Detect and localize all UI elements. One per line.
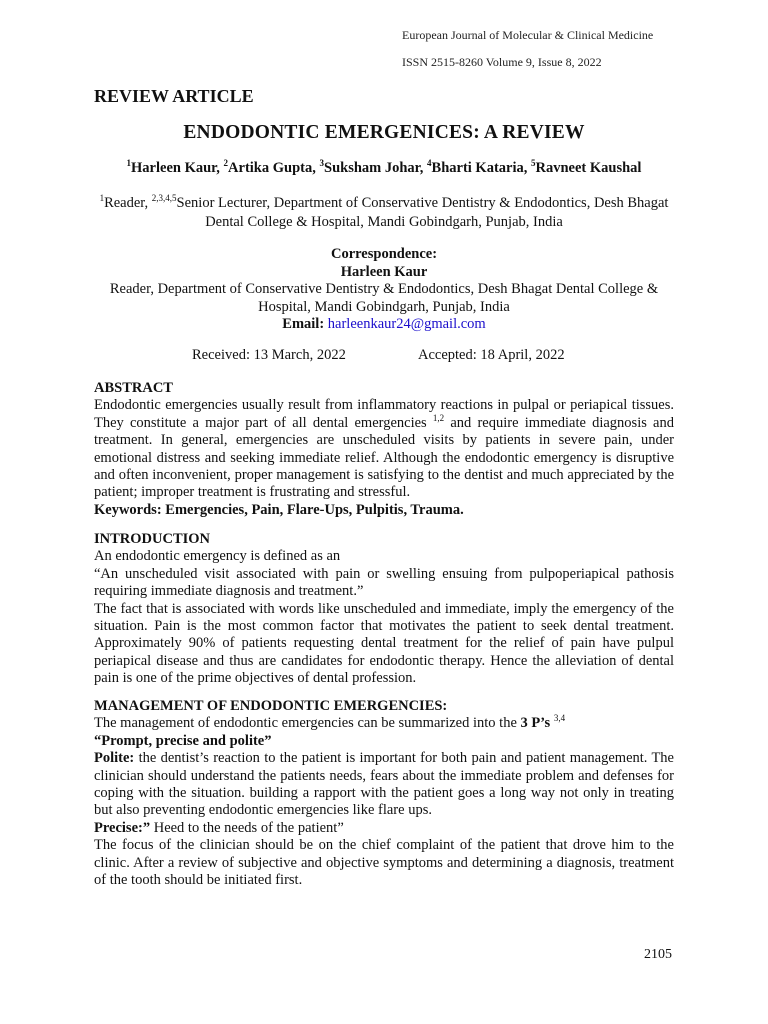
journal-name: European Journal of Molecular & Clinical Medicine: [402, 28, 654, 42]
definition-quote: “An unscheduled visit associated with pain or swelling ensuing from pulpoperiapical pathosis requiring immediate diagnosis and treatment.”: [94, 565, 674, 600]
author-name: Bharti Kataria,: [431, 160, 532, 176]
correspondence-heading: Correspondence:: [330, 246, 438, 262]
polite-label: Polite:: [94, 750, 135, 767]
page-number: 2105: [644, 947, 672, 962]
citation-marker: 1,2: [432, 412, 445, 423]
management-summary: The management of endodontic emergencies can be summarized into the: [94, 715, 521, 732]
correspondence-details: Reader, Department of Conservative Dentistry & Endodontics, Desh Bhagat Dental College & Hospital, Mandi Gobindgarh, Punjab, India: [109, 281, 659, 315]
introduction-paragraph: The fact that is associated with words like unscheduled and immediate, imply the emergency of the situation. Pain is the most common factor that motivates the patient to seek dental treatment. Approximately 90% of patients requesting dental treatment for the relief of pain have pulpul periapical disease and thus are candidates for endodontic therapy. Hence the alleviation of dental pain is one of the prime objectives of dental profession.: [94, 600, 674, 687]
introduction-section: [94, 531, 674, 688]
author-number: 1: [126, 158, 132, 168]
author-number: 4: [427, 158, 432, 168]
author-name: Ravneet Kaushal: [535, 160, 642, 176]
author-name: Artika Gupta,: [228, 160, 320, 176]
received-date: Received: 13 March, 2022: [192, 347, 346, 363]
affiliation-text: Senior Lecturer, Department of Conservative Dentistry & Endodontics, Desh Bhagat Dental College & Hospital, Mandi Gobindgarh, Punjab, India: [176, 195, 669, 230]
article-title: ENDODONTIC EMERGENICES: A REVIEW: [183, 122, 585, 143]
abstract-heading: ABSTRACT: [94, 380, 173, 396]
issn-volume-info: ISSN 2515-8260 Volume 9, Issue 8, 2022: [402, 55, 602, 69]
keywords: Keywords: Emergencies, Pain, Flare-Ups, Pulpitis, Trauma.: [94, 501, 464, 518]
author-number: 2: [223, 158, 229, 168]
management-section: [94, 698, 674, 889]
author-number: 5: [531, 158, 536, 168]
affiliation-text: Reader,: [104, 195, 152, 211]
management-heading: MANAGEMENT OF ENDODONTIC EMERGENCIES:: [94, 698, 448, 714]
abstract-text: Endodontic emergencies usually result from inflammatory reactions in pulpal or periapical tissues. They constitute a major part of all dental emergencies: [94, 397, 674, 431]
accepted-date: Accepted: 18 April, 2022: [418, 347, 565, 363]
polite-text: the dentist’s reaction to the patient is important for both pain and patient management. The clinician should understand the patients needs, fears about the immediate problem and defenses for coping with the situation. building a rapport with the patient goes a long way not only in treating but also preventing endodontic emergencies like flare ups.: [94, 750, 674, 819]
author-number: 3: [319, 158, 324, 168]
author-name: Harleen Kaur,: [131, 160, 224, 176]
abstract-text: and require immediate diagnosis and treatment. In general, emergencies are unscheduled visits by patients in severe pain, under emotional distress and seeking immediate relief. Although the endodontic emergency is disruptive and often inconvenient, proper management is satisfying to the dentist and much appreciated by the patient; improper treatment is frustrating and stressful.: [94, 414, 674, 501]
precise-label: Precise:”: [94, 819, 151, 836]
precise-text: Heed to the needs of the patient”: [150, 819, 344, 836]
author-list: [0, 160, 768, 177]
affiliation-marker: 1: [99, 193, 105, 203]
focus-paragraph: The focus of the clinician should be on the chief complaint of the patient that drove him to the clinic. After a review of subjective and objective symptoms and determining a diagnosis, treatment of the tooth should be initiated first.: [94, 837, 674, 889]
correspondence-block: [94, 246, 674, 334]
email-link[interactable]: harleenkaur24@gmail.com: [327, 316, 486, 332]
abstract-section: [94, 380, 674, 519]
management-motto: “Prompt, precise and polite”: [94, 732, 272, 749]
citation-marker: 3,4: [553, 713, 566, 724]
affiliation-marker: 2,3,4,5: [151, 193, 177, 203]
introduction-line: An endodontic emergency is defined as an: [94, 548, 341, 565]
correspondence-name: Harleen Kaur: [340, 263, 428, 280]
author-name: Suksham Johar,: [324, 160, 428, 176]
article-type-label: REVIEW ARTICLE: [94, 86, 254, 106]
introduction-heading: INTRODUCTION: [94, 531, 211, 547]
three-ps: 3 P’s: [520, 715, 551, 732]
email-label: Email:: [282, 316, 325, 332]
author-affiliation: [94, 194, 674, 232]
